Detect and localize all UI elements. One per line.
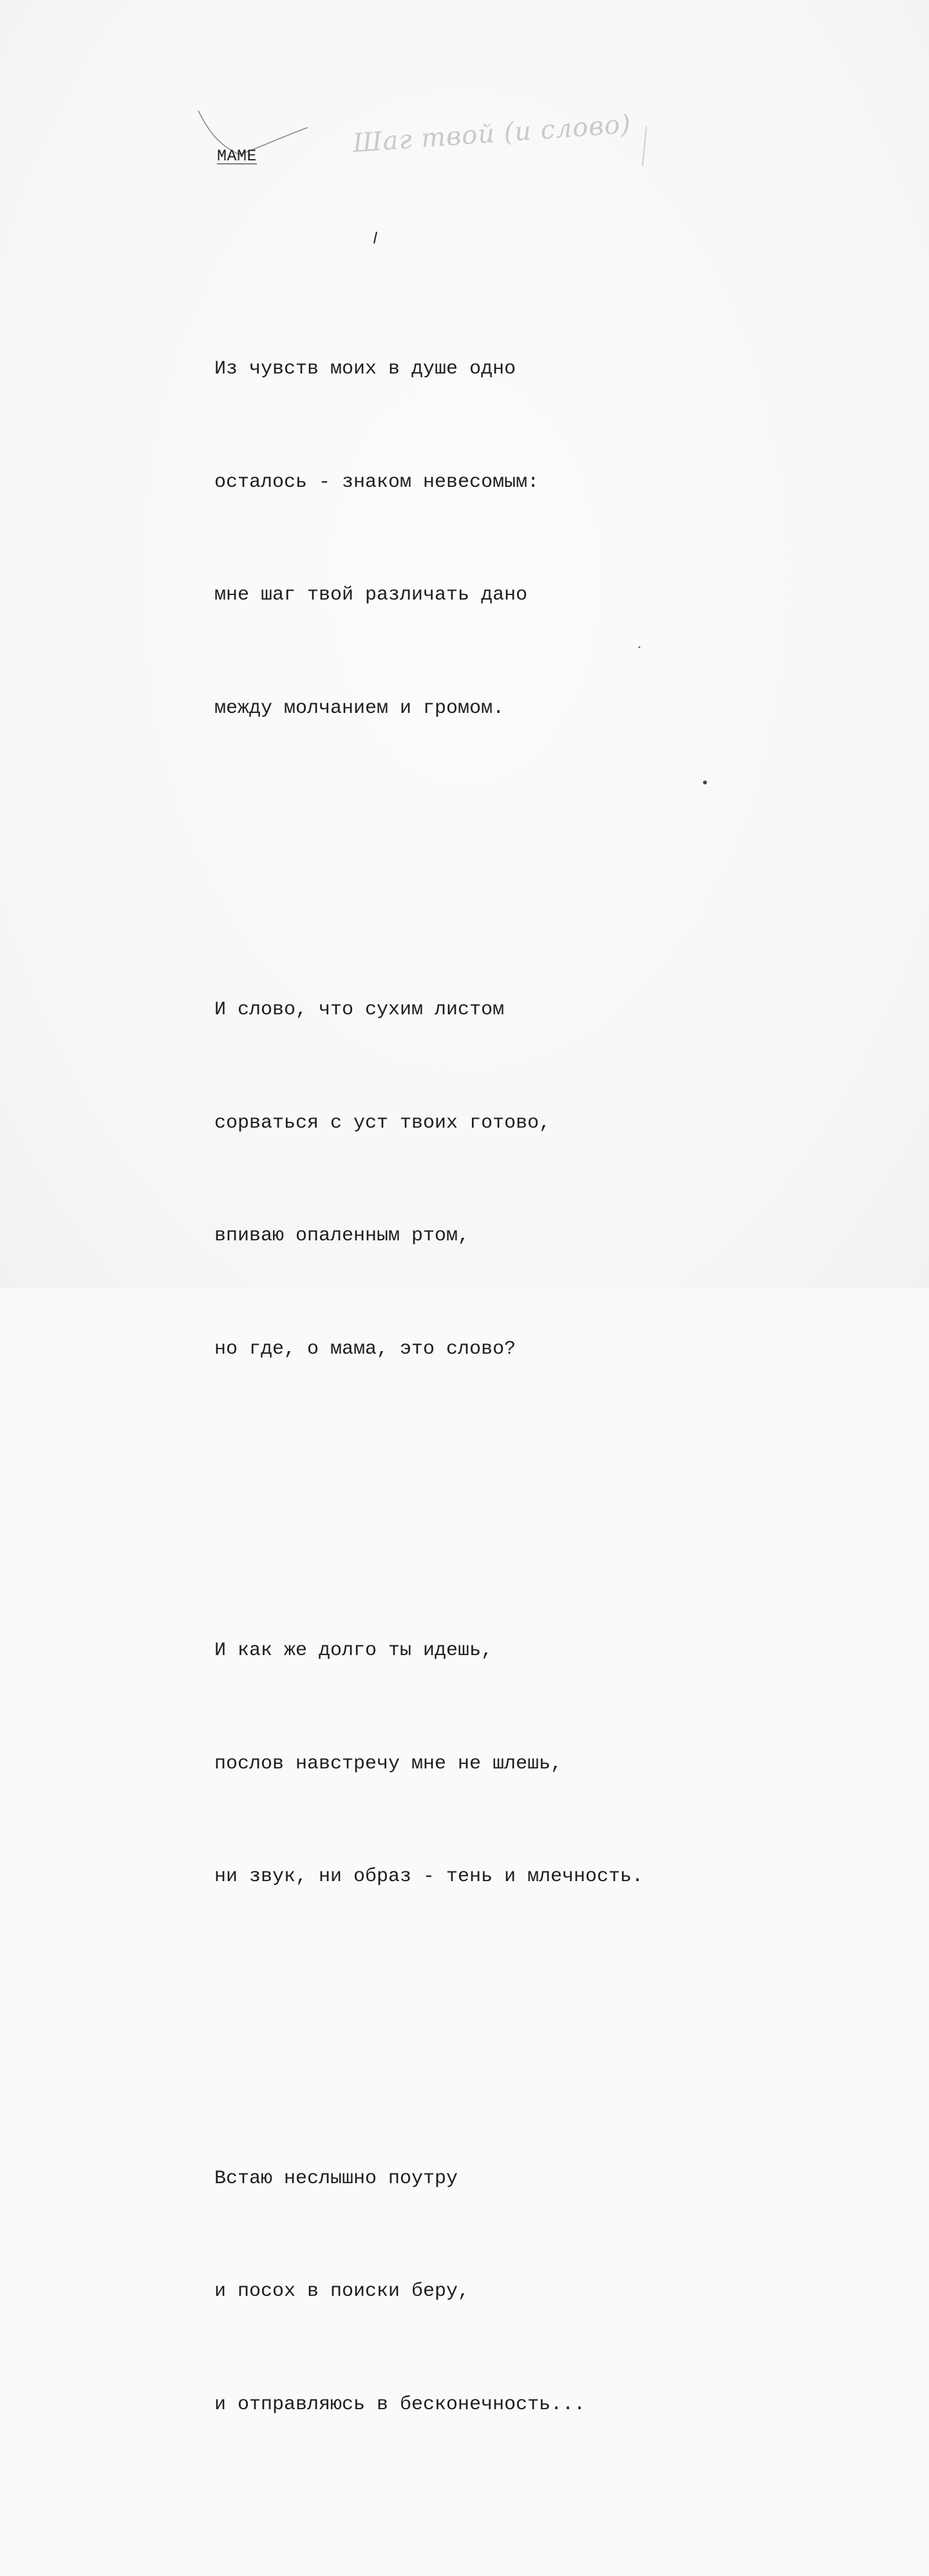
poem-line: И слово, что сухим листом — [214, 999, 505, 1021]
poem-line: Встаю неслышно поутру — [214, 2167, 458, 2190]
poem-line: но где, о мама, это слово? — [214, 1338, 516, 1360]
poem-line: И как же долго ты идешь, — [214, 1640, 493, 1662]
pencil-bracket-right — [643, 126, 646, 166]
poem-line: впиваю опаленным ртом, — [214, 1225, 470, 1247]
poem-line: и отправляюсь в бесконечность... — [214, 2393, 586, 2416]
poem-line: между молчанием и громом. — [214, 697, 505, 719]
stanza-4 — [214, 2085, 643, 2499]
stanza-1 — [214, 275, 643, 802]
stanza-3 — [214, 1557, 643, 1971]
poem-line: и посох в поиски беру, — [214, 2280, 470, 2302]
poem-line: послов навстречу мне не шлешь, — [214, 1752, 563, 1775]
pencil-annotation: Шаг твой (и слово) — [352, 109, 632, 158]
poem-line: ни звук, ни образ - тень и млечность. — [214, 1866, 644, 1888]
stray-dot — [703, 781, 707, 784]
poem-line: осталось - знаком невесомым: — [214, 471, 540, 493]
stanza-2 — [214, 916, 643, 1443]
poem-line: Из чувств моих в душе одно — [214, 358, 516, 380]
poem-title: МАМЕ — [217, 147, 258, 166]
poem-line: мне шаг твой различать дано — [214, 584, 528, 606]
poem-body — [214, 200, 643, 2576]
poem-line: сорваться с уст твоих готово, — [214, 1112, 551, 1134]
